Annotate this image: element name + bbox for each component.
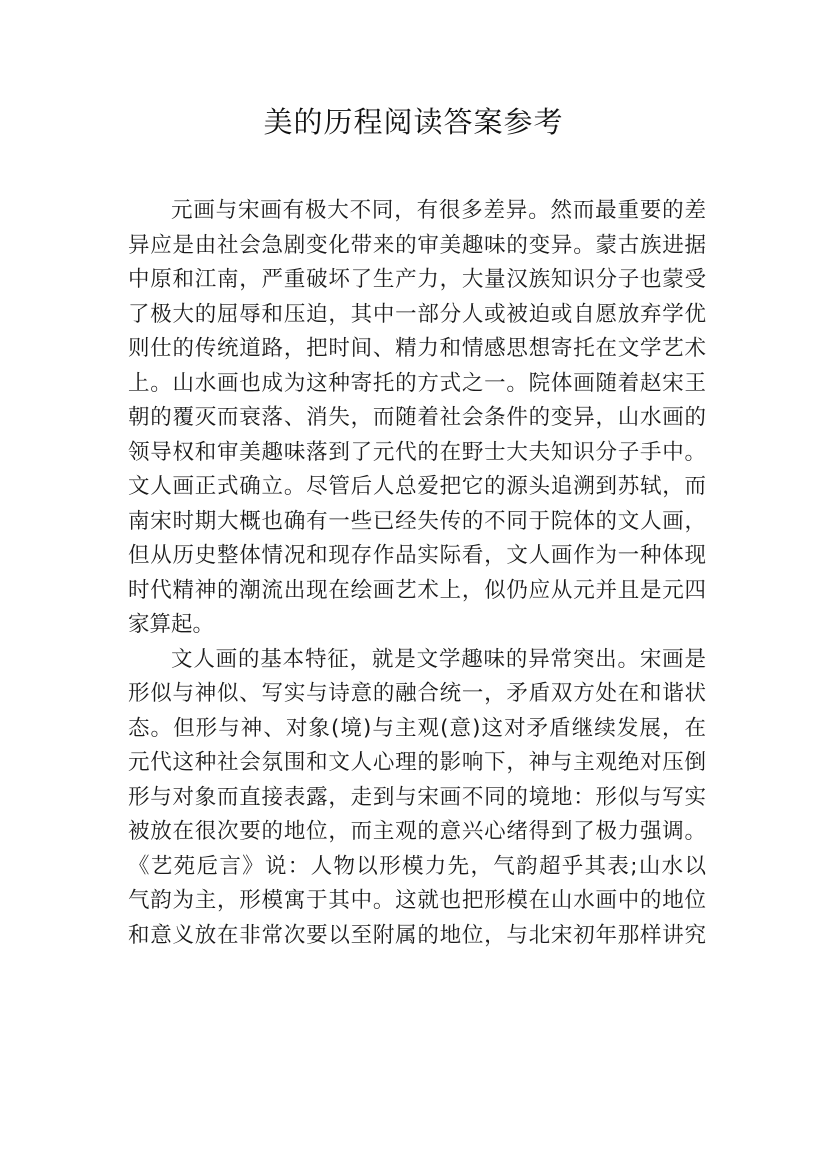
document-title: 美的历程阅读答案参考 xyxy=(263,105,564,139)
text-line: 和意义放在非常次要以至附属的地位，与北宋初年那样讲究 xyxy=(128,922,706,948)
text-line: 文人画正式确立。尽管后人总爱把它的源头追溯到苏轼，而 xyxy=(128,474,706,499)
text-line: 但从历史整体情况和现存作品实际看，文人画作为一种体现 xyxy=(128,543,706,568)
text-line: 朝的覆灭而衰落、消失，而随着社会条件的变异，山水画的 xyxy=(128,405,706,430)
document-body xyxy=(128,194,706,953)
text-line: 态。但形与神、对象(境)与主观(意)这对矛盾继续发展，在 xyxy=(128,715,706,741)
text-line: 形似与神似、写实与诗意的融合统一，矛盾双方处在和谐状 xyxy=(128,681,706,706)
text-line: 则仕的传统道路，把时间、精力和情感思想寄托在文学艺术 xyxy=(128,336,706,361)
paragraph-1 xyxy=(128,194,706,643)
text-line: 被放在很次要的地位，而主观的意兴心绪得到了极力强调。 xyxy=(128,819,706,844)
text-line: 异应是由社会急剧变化带来的审美趣味的变异。蒙古族进据 xyxy=(128,232,706,258)
text-line: 文人画的基本特征，就是文学趣味的异常突出。宋画是 xyxy=(171,646,706,672)
text-line: 元画与宋画有极大不同，有很多差异。然而最重要的差 xyxy=(171,198,706,223)
text-line: 上。山水画也成为这种寄托的方式之一。院体画随着赵宋王 xyxy=(128,370,706,396)
paragraph-2 xyxy=(128,643,706,954)
text-line: 家算起。 xyxy=(128,612,215,637)
text-line: 形与对象而直接表露，走到与宋画不同的境地：形似与写实 xyxy=(128,784,706,810)
text-line: 气韵为主，形模寓于其中。这就也把形模在山水画中的地位 xyxy=(128,888,706,913)
text-line: 时代精神的潮流出现在绘画艺术上，似仍应从元并且是元四 xyxy=(128,577,706,603)
text-line: 中原和江南，严重破坏了生产力，大量汉族知识分子也蒙受 xyxy=(128,267,706,292)
text-line: 南宋时期大概也确有一些已经失传的不同于院体的文人画， xyxy=(128,508,706,534)
text-line: 了极大的屈辱和压迫，其中一部分人或被迫或自愿放弃学优 xyxy=(128,301,706,327)
text-line: 《艺苑卮言》说：人物以形模力先，气韵超乎其表;山水以 xyxy=(128,853,706,879)
text-line: 元代这种社会氛围和文人心理的影响下，神与主观绝对压倒 xyxy=(128,750,706,775)
text-line: 领导权和审美趣味落到了元代的在野士大夫知识分子手中。 xyxy=(128,439,706,465)
